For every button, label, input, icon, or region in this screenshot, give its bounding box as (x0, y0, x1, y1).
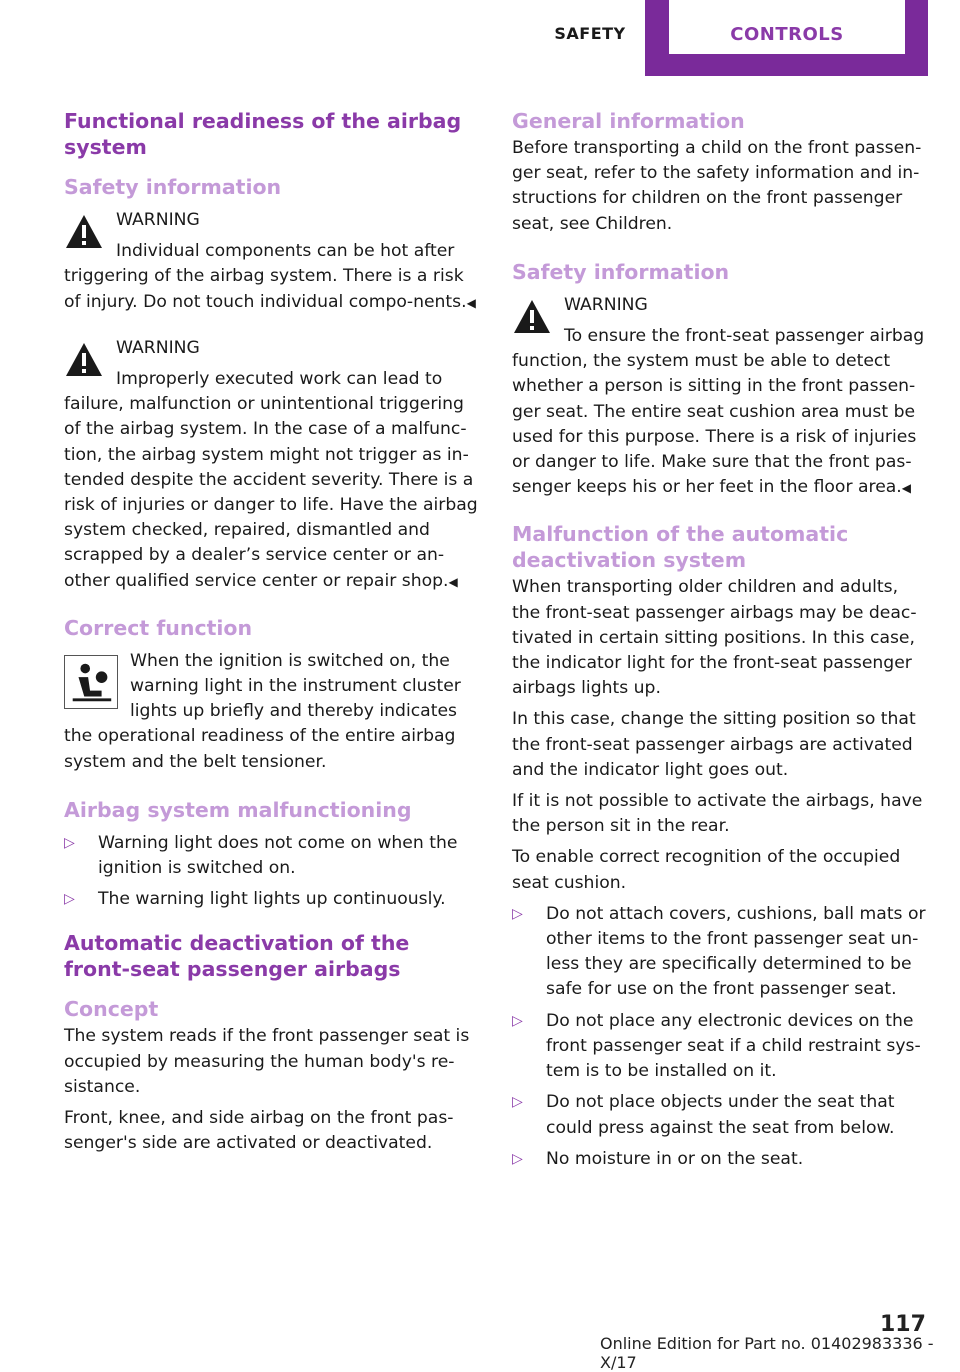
correct-function-block (64, 649, 480, 775)
warning-block (64, 336, 480, 595)
header-section-label: SAFETY (554, 24, 626, 43)
general-paragraph: Before transporting a child on the front passen‐ger seat, refer to the safety information and in‐structions for children on the front passenger seat, see Children. (512, 138, 922, 234)
list-item-text: The warning light lights up continuously. (98, 889, 446, 910)
recognition-list (512, 902, 930, 1172)
end-mark: ◀ (448, 574, 458, 589)
paragraph: To enable correct recognition of the occupied seat cushion. (512, 847, 901, 893)
concept-paragraph: Front, knee, and side airbag on the front pas‐senger's side are activated or deactivated. (64, 1108, 454, 1154)
heading-concept: Concept (64, 997, 159, 1022)
list-item (64, 831, 480, 881)
header-tab (645, 0, 928, 76)
heading-safety-information: Safety information (64, 175, 282, 199)
list-item-text: No moisture in or on the seat. (546, 1148, 804, 1169)
list-item (512, 1009, 930, 1085)
concept-paragraph: The system reads if the front passenger seat is occupied by measuring the human body's re‐sistance. (64, 1026, 470, 1097)
heading-airbag-malfunction: Airbag system malfunctioning (64, 797, 412, 822)
paragraph: When transporting older children and adults, the front-seat passenger airbags may be deac‐tivated in certain sitting positions. In this case, the indicator light for the front-seat passenger airbags lights up. (512, 577, 917, 699)
header-tab-label: CONTROLS (669, 0, 905, 54)
warning-triangle-icon (64, 212, 104, 252)
heading-functional-readiness: Functional readiness of the airbag system (64, 109, 462, 159)
warning-triangle-icon (512, 297, 552, 337)
warning-block (512, 293, 930, 502)
warning-title: WARNING (564, 294, 648, 315)
bullet-icon: ▷ (512, 1150, 523, 1167)
bullet-icon: ▷ (512, 1012, 523, 1029)
correct-function-text: When the ignition is switched on, the warning light in the instrument cluster lights up briefly and thereby indicates the operational readiness of the entire airbag system and the belt tensioner. (64, 650, 461, 772)
heading-correct-function: Correct function (64, 615, 253, 640)
page-number: 117 (880, 1312, 926, 1337)
list-item (512, 1147, 930, 1172)
left-column (64, 108, 480, 1162)
bullet-icon: ▷ (64, 891, 75, 908)
airbag-indicator-icon (64, 655, 118, 709)
list-item-text: Warning light does not come on when the ignition is switched on. (98, 832, 458, 879)
end-mark: ◀ (466, 295, 476, 310)
warning-title: WARNING (116, 210, 200, 230)
paragraph: If it is not possible to activate the airbags, have the person sit in the rear. (512, 791, 923, 837)
warning-title: WARNING (116, 337, 200, 358)
warning-block (64, 208, 480, 316)
warning-text: To ensure the front-seat passenger airbag function, the system must be able to detect whether a person is sitting in the front passen‐ger seat. The entire seat cushion area must be used for this purpose. There is a risk of injuries or danger to life. Make sure that the front pas‐senger keeps his or her feet in the floor area. (512, 326, 925, 498)
heading-deactivation-malfunction: Malfunction of the automatic deactivation system (512, 522, 849, 573)
bullet-icon: ▷ (512, 1094, 523, 1111)
warning-text: Individual components can be hot after triggering of the airbag system. There is a risk of injury. Do not touch individual compo‐nents. (64, 241, 467, 312)
list-item (64, 887, 480, 912)
heading-general-information: General information (512, 109, 745, 133)
list-item-text: Do not place objects under the seat that could press against the seat from below. (546, 1092, 895, 1138)
malfunction-list (64, 831, 480, 913)
heading-safety-information: Safety information (512, 259, 730, 284)
list-item (512, 902, 930, 1003)
warning-triangle-icon (64, 340, 104, 380)
end-mark: ◀ (901, 481, 911, 496)
bullet-icon: ▷ (64, 834, 75, 851)
warning-text: Improperly executed work can lead to failure, malfunction or unintentional triggering of the airbag system. In the case of a malfunc‐tion, the airbag system might not trigger as in‐tended despite the accident severity. There is a risk of injuries or danger to life. Have the airbag system checked, repaired, dismantled and scrapped by a dealer’s service center or an‐other qualified service center or repair shop. (64, 369, 478, 591)
list-item-text: Do not attach covers, cushions, ball mats or other items to the front passenger seat un‐less they are specifically determined to be safe for use on the front passenger seat. (546, 903, 926, 1000)
bullet-icon: ▷ (512, 905, 523, 922)
footer-edition: Online Edition for Part no. 01402983336 - X/17 (600, 1334, 934, 1372)
right-column (512, 108, 930, 1184)
list-item-text: Do not place any electronic devices on the front passenger seat if a child restraint sys‐tem is to be installed on it. (546, 1010, 921, 1082)
heading-automatic-deactivation: Automatic deactivation of the front-seat passenger airbags (64, 931, 410, 982)
paragraph: In this case, change the sitting position so that the front-seat passenger airbags are activated and the indicator light goes out. (512, 709, 916, 780)
list-item (512, 1090, 930, 1140)
